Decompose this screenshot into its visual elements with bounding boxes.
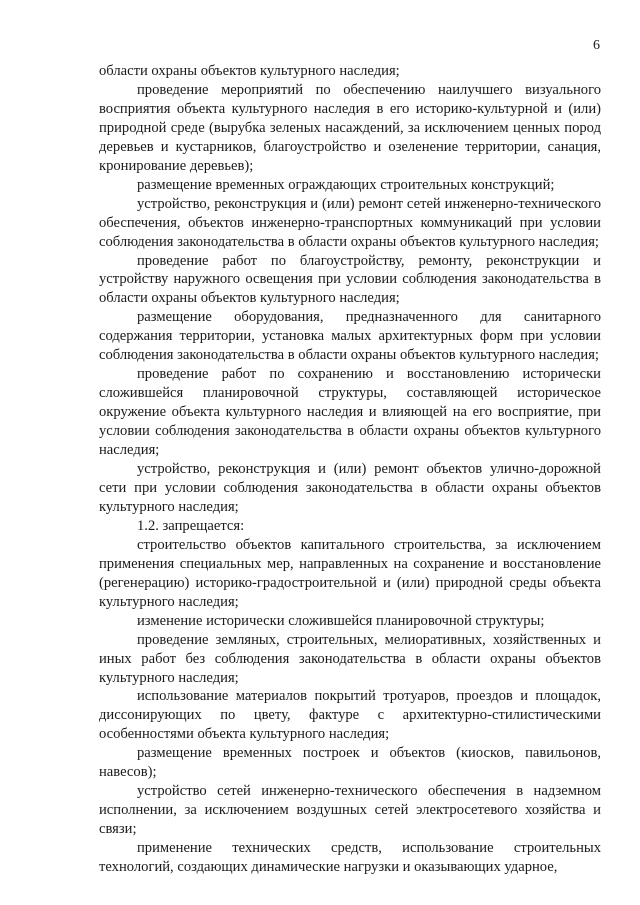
paragraph: применение технических средств, использование строительных технологий, создающих динамические нагрузки и оказывающих ударное, xyxy=(99,840,601,876)
paragraph: проведение работ по сохранению и восстановлению исторически сложившейся планировочной структуры, составляющей историческое окружение объекта культурного наследия и влияющей на его восприятие, при условии соблюдения законодательства в области охраны объектов культурного наследия; xyxy=(99,366,601,459)
paragraph: размещение временных построек и объектов (киосков, павильонов, навесов); xyxy=(99,745,601,781)
paragraph: проведение работ по благоустройству, ремонту, реконструкции и устройству наружного освещения при условии соблюдения законодательства в области охраны объектов культурного наследия; xyxy=(99,252,601,307)
section-heading: 1.2. запрещается: xyxy=(137,517,245,534)
paragraph: устройство сетей инженерно-технического обеспечения в надземном исполнении, за исключением воздушных сетей электросетевого хозяйства и связи; xyxy=(99,783,601,838)
paragraph: проведение земляных, строительных, мелиоративных, хозяйственных и иных работ без соблюдения законодательства в области охраны объектов культурного наследия; xyxy=(99,631,601,686)
paragraph-continuation: области охраны объектов культурного наследия; xyxy=(99,63,400,79)
paragraph: устройство, реконструкция и (или) ремонт сетей инженерно-технического обеспечения, объектов инженерно-транспортных коммуникаций при условии соблюдения законодательства в области охраны объектов культурного наследия; xyxy=(99,195,601,250)
paragraph: размещение оборудования, предназначенного для санитарного содержания территории, установка малых архитектурных форм при условии соблюдения законодательства в области охраны объектов культурного наследия; xyxy=(99,309,601,364)
document-body xyxy=(99,62,601,877)
paragraph: строительство объектов капитального строительства, за исключением применения специальных мер, направленных на сохранение и восстановление (регенерацию) историко-градостроительной и (или) природной среды объекта культурного наследия; xyxy=(99,536,601,610)
paragraph: использование материалов покрытий тротуаров, проездов и площадок, диссонирующих по цвету, фактуре с архитектурно-стилистическими особенностями объекта культурного наследия; xyxy=(99,688,601,743)
page-number: 6 xyxy=(593,38,600,53)
paragraph: проведение мероприятий по обеспечению наилучшего визуального восприятия объекта культурного наследия в его историко-культурной и (или) природной среде (вырубка зеленых насаждений, за исключением ценных пород деревьев и кустарников, благоустройство и озеленение территории, санация, кронирование деревьев); xyxy=(99,81,601,174)
paragraph: устройство, реконструкция и (или) ремонт объектов улично-дорожной сети при условии соблюдения законодательства в области охраны объектов культурного наследия; xyxy=(99,461,601,515)
paragraph: размещение временных ограждающих строительных конструкций; xyxy=(137,176,555,193)
paragraph: изменение исторически сложившейся планировочной структуры; xyxy=(137,612,545,629)
